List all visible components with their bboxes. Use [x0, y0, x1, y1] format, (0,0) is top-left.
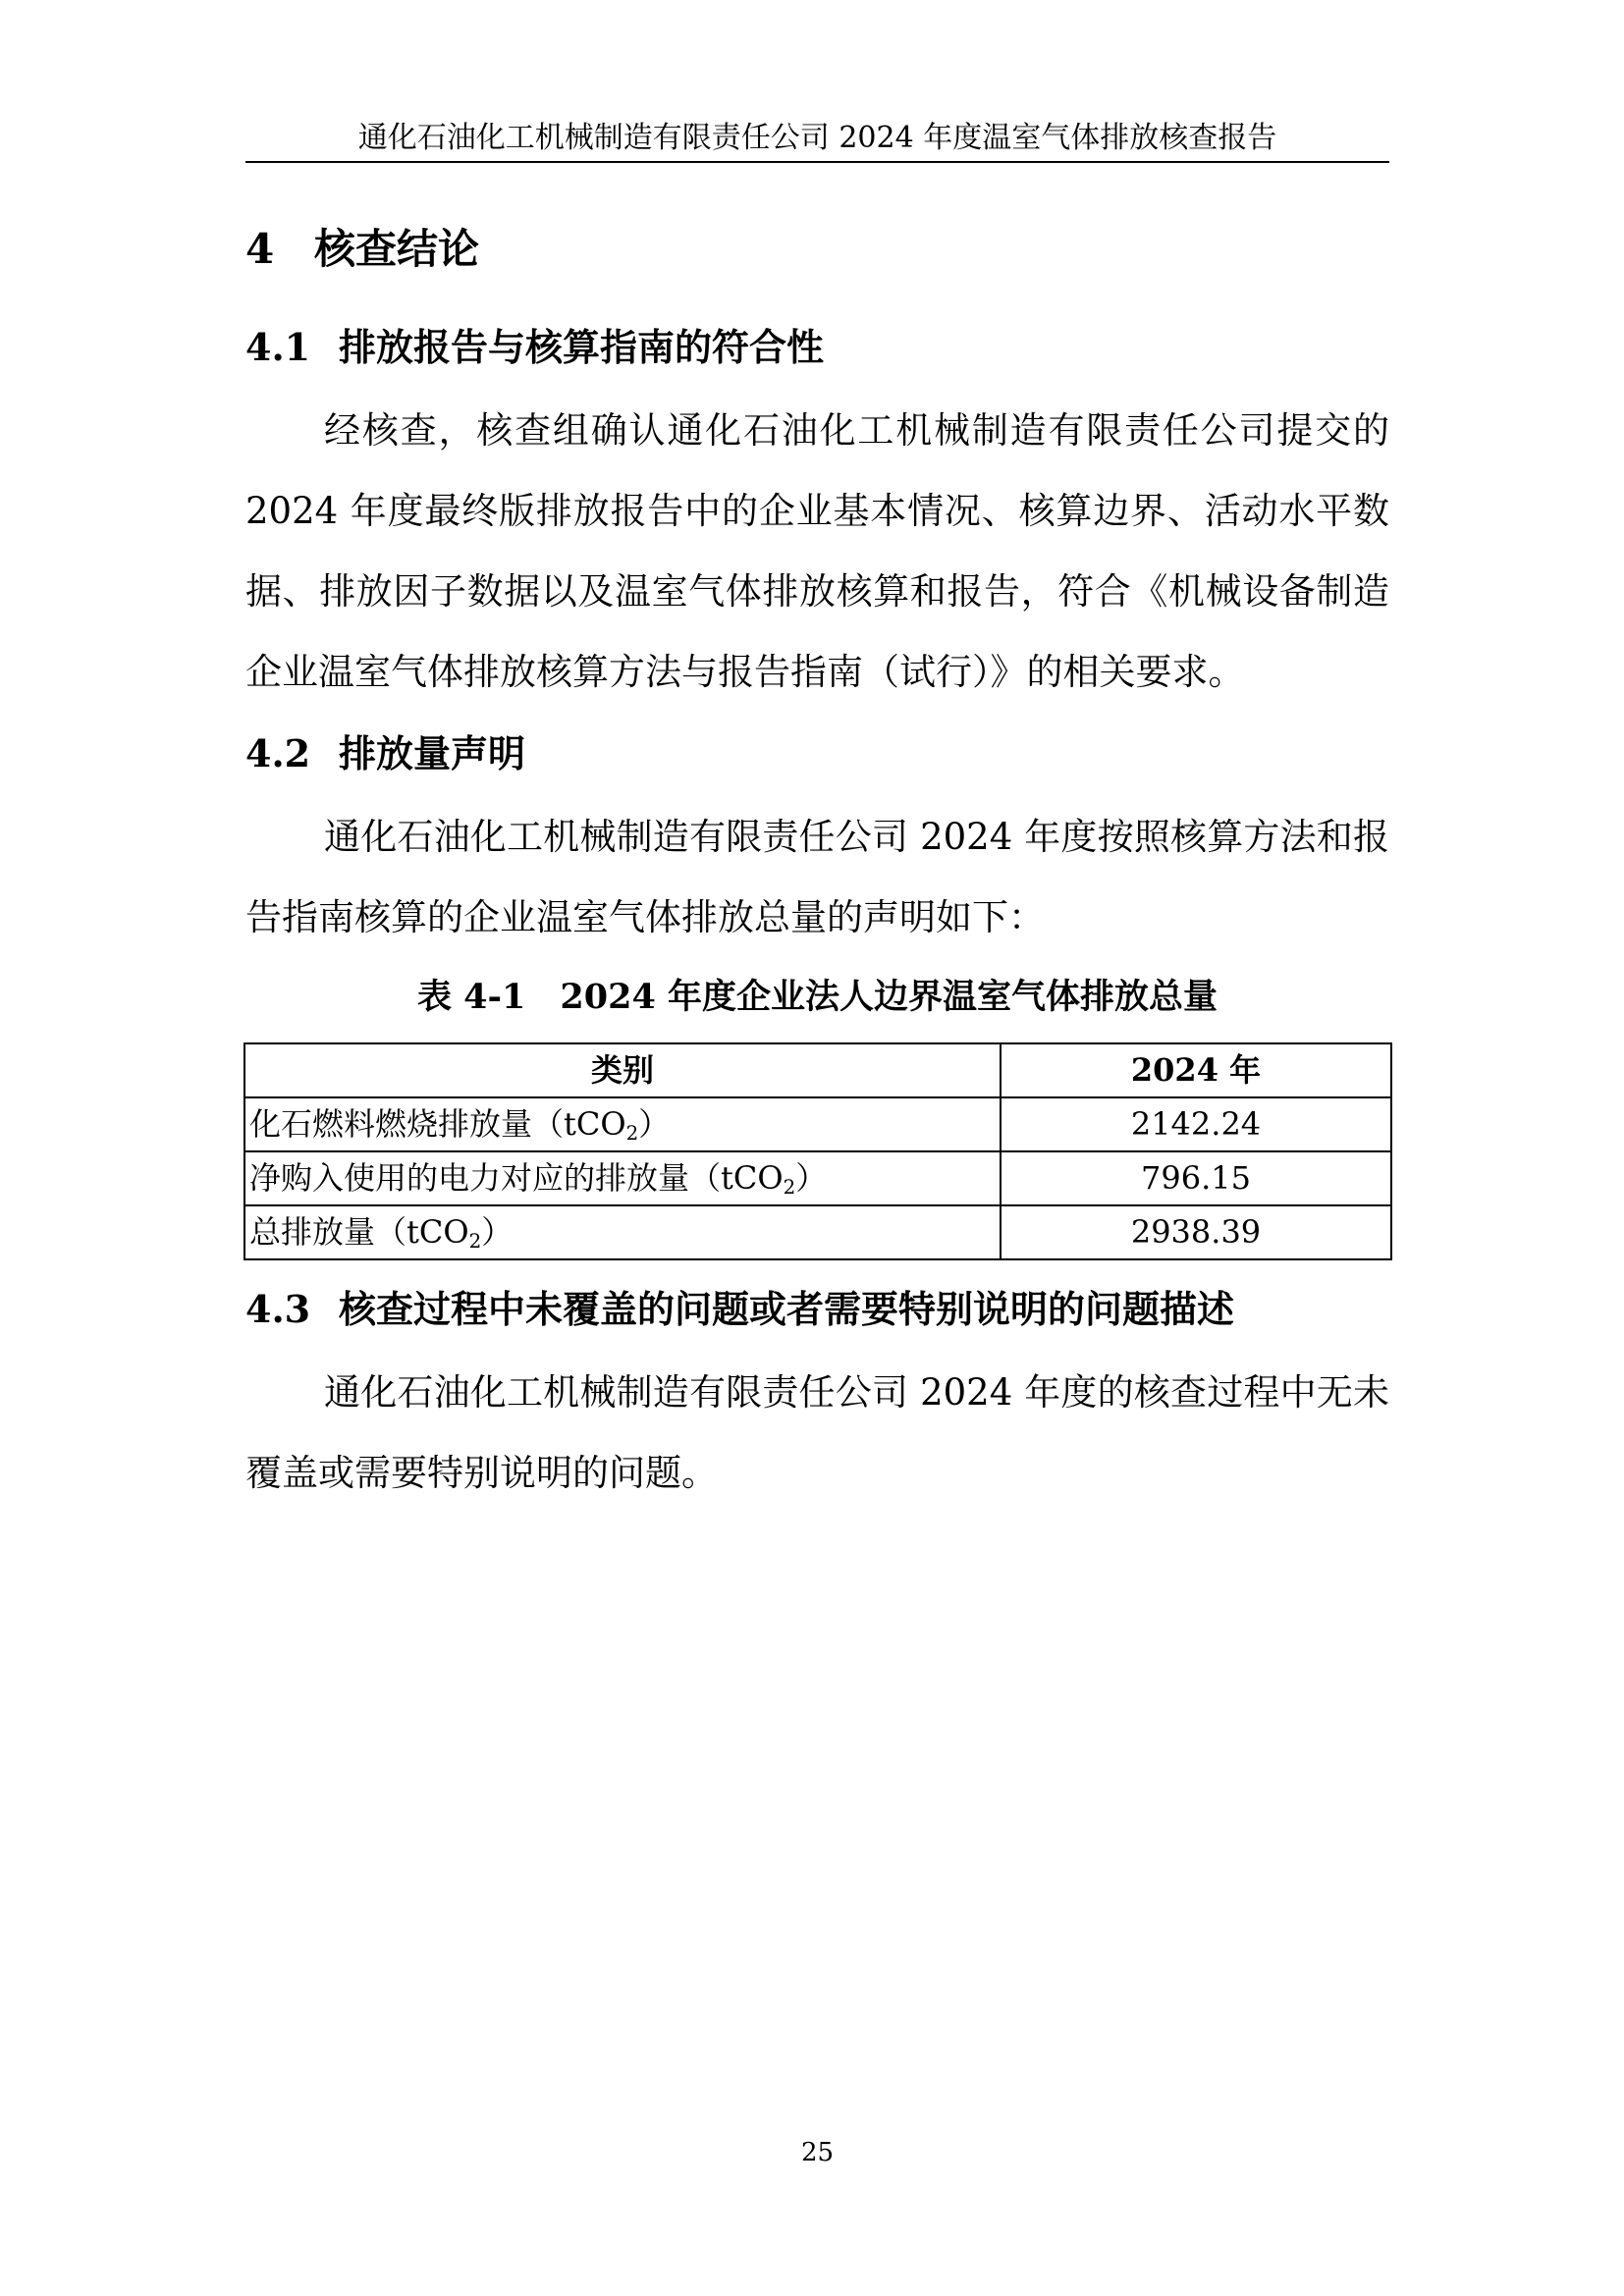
section-4-1-number: 4.1 [245, 325, 311, 369]
table-caption: 表 4-1 2024 年度企业法人边界温室气体排放总量 [416, 977, 1218, 1017]
section-4-2-title: 排放量声明 [339, 731, 526, 775]
table-row [244, 1151, 1391, 1205]
section-4-3-number: 4.3 [245, 1287, 311, 1331]
column-header-year: 2024 年 [1001, 1043, 1391, 1097]
emissions-table [244, 1042, 1392, 1260]
table-row [244, 1205, 1391, 1259]
section-4-2-number: 4.2 [245, 731, 311, 775]
row-label: 净购入使用的电力对应的排放量（tCO$_2$） [244, 1151, 1001, 1205]
row-label: 总排放量（tCO$_2$） [244, 1205, 1001, 1259]
section-4-3-title: 核查过程中未覆盖的问题或者需要特别说明的问题描述 [339, 1287, 1235, 1331]
section-4-3-heading [245, 1282, 1234, 1337]
column-header-category: 类别 [244, 1043, 1001, 1097]
section-4-3-paragraph: 通化石油化工机械制造有限责任公司 2024 年度的核查过程中无未覆盖或需要特别说明的问题。 [245, 1371, 1389, 1494]
section-4-2-paragraph: 通化石油化工机械制造有限责任公司 2024 年度按照核算方法和报告指南核算的企业温室气体排放总量的声明如下： [245, 816, 1389, 938]
section-4-title: 核查结论 [314, 225, 480, 273]
page-number: 25 [800, 2138, 835, 2167]
section-4-2-heading [245, 726, 525, 781]
row-value: 2142.24 [1001, 1097, 1391, 1151]
section-4-1-heading [245, 320, 824, 375]
table-header-row [244, 1043, 1391, 1097]
page-header: 通化石油化工机械制造有限责任公司 2024 年度温室气体排放核查报告 [245, 116, 1389, 163]
section-4-1-title: 排放报告与核算指南的符合性 [339, 325, 825, 369]
row-label: 化石燃料燃烧排放量（tCO$_2$） [244, 1097, 1001, 1151]
section-4-number: 4 [245, 225, 275, 273]
row-value: 796.15 [1001, 1151, 1391, 1205]
row-value: 2938.39 [1001, 1205, 1391, 1259]
section-4-heading [245, 220, 479, 279]
section-4-1-paragraph: 经核查，核查组确认通化石油化工机械制造有限责任公司提交的 2024 年度最终版排放报告中的企业基本情况、核算边界、活动水平数据、排放因子数据以及温室气体排放核算和报告，符合《机械设备制造企业温室气体排放核算方法与报告指南（试行）》的相关要求。 [245, 409, 1389, 693]
table-row [244, 1097, 1391, 1151]
